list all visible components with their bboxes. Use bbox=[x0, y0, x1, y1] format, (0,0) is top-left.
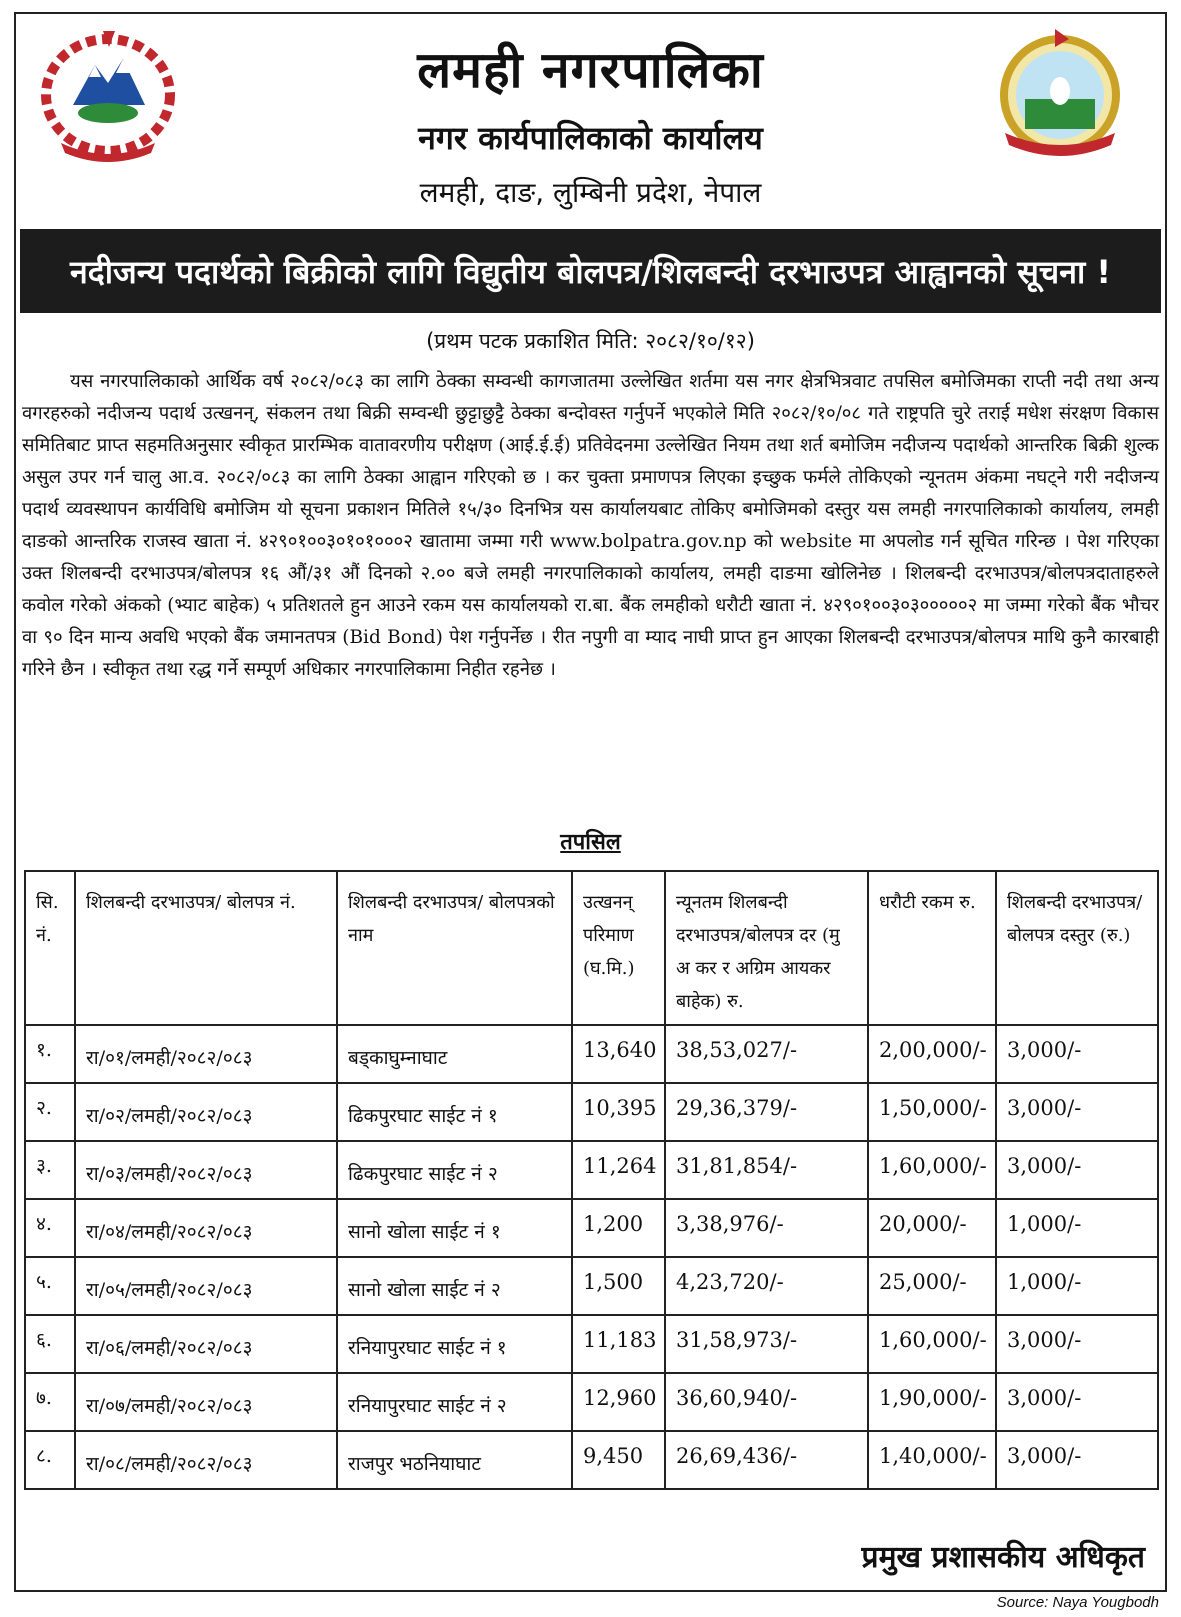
cell-deposit: 1,60,000/- bbox=[868, 1141, 996, 1199]
cell-minimum-rate: 38,53,027/- bbox=[665, 1025, 868, 1083]
header-deposit: धरौटी रकम रु. bbox=[868, 871, 996, 1025]
cell-bid-number: रा/०१/लमही/२०८२/०८३ bbox=[75, 1025, 337, 1083]
cell-serial: २. bbox=[25, 1083, 75, 1141]
header-minimum-rate: न्यूनतम शिलबन्दी दरभाउपत्र/बोलपत्र दर (मु अ कर र अग्रिम आयकर बाहेक) रु. bbox=[665, 871, 868, 1025]
cell-fee: 3,000/- bbox=[996, 1141, 1158, 1199]
cell-bid-name: रनियापुरघाट साईट नं १ bbox=[337, 1315, 572, 1373]
cell-minimum-rate: 31,58,973/- bbox=[665, 1315, 868, 1373]
cell-serial: ४. bbox=[25, 1199, 75, 1257]
cell-fee: 3,000/- bbox=[996, 1315, 1158, 1373]
cell-deposit: 1,60,000/- bbox=[868, 1315, 996, 1373]
cell-fee: 1,000/- bbox=[996, 1257, 1158, 1315]
cell-serial: ७. bbox=[25, 1373, 75, 1431]
cell-quantity: 12,960 bbox=[572, 1373, 665, 1431]
table-row bbox=[25, 1373, 1158, 1431]
cell-serial: १. bbox=[25, 1025, 75, 1083]
cell-minimum-rate: 4,23,720/- bbox=[665, 1257, 868, 1315]
cell-serial: ८. bbox=[25, 1431, 75, 1489]
notice-banner: नदीजन्य पदार्थको बिक्रीको लागि विद्युतीय बोलपत्र/शिलबन्दी दरभाउपत्र आह्वानको सूचना ! bbox=[20, 229, 1161, 313]
header-serial: सि. नं. bbox=[25, 871, 75, 1025]
cell-serial: ३. bbox=[25, 1141, 75, 1199]
notice-body: यस नगरपालिकाको आर्थिक वर्ष २०८२/०८३ का लागि ठेक्का सम्वन्धी कागजातमा उल्लेखित शर्तमा यस नगर क्षेत्रभित्रवाट तपसिल बमोजिमका राप्ती नदी तथा अन्य वगरहरुको नदीजन्य पदार्थ उत्खनन्, संकलन तथा बिक्री सम्वन्धी छुट्टाछुट्टै ठेक्का बन्दोवस्त गर्नुपर्ने भएकोले मिति २०८२/१०/०८ गते राष्ट्रपति चुरे तराई मधेश संरक्षण विकास समितिबाट प्राप्त सहमतिअनुसार स्वीकृत प्रारम्भिक वातावरणीय परीक्षण (आई.ई.ई) प्रतिवेदनमा उल्लेखित नियम तथा शर्त बमोजिम नदीजन्य पदार्थको आन्तरिक बिक्री शुल्क असुल उपर गर्न चालु आ.व. २०८२/०८३ का लागि ठेक्का आह्वान गरिएको छ । कर चुक्ता प्रमाणपत्र लिएका इच्छुक फर्मले तोकिएको न्यूनतम अंकमा नघट्ने गरी नदीजन्य पदार्थ व्यवस्थापन कार्यविधि बमोजिम यो सूचना प्रकाशन मितिले १५/३० दिनभित्र यस कार्यालयबाट तोकिए बमोजिमको दस्तुर यस लमही नगरपालिकाको कार्यालय, लमही दाङको आन्तरिक राजस्व खाता नं. ४२९०१००३०१०१०००२ खातामा जम्मा गरी www.bolpatra.gov.np को website मा अपलोड गर्न सूचित गरिन्छ । पेश गरिएका उक्त शिलबन्दी दरभाउपत्र/बोलपत्र १६ औं/३१ औं दिनको २.०० बजे लमही नगरपालिकाको कार्यालय, लमही दाङमा खोलिनेछ । शिलबन्दी दरभाउपत्र/बोलपत्रदाताहरुले कवोल गरेको अंकको (भ्याट बाहेक) ५ प्रतिशतले हुन आउने रकम यस कार्यालयको रा.बा. बैंक लमहीको धरौटी खाता नं. ४२९०१००३०३०००००२ मा जम्मा गरेको बैंक भौचर वा ९० दिन मान्य अवधि भएको बैंक जमानतपत्र (Bid Bond) पेश गर्नुपर्नेछ । रीत नपुगी वा म्याद नाघी प्राप्त हुन आएका शिलबन्दी दरभाउपत्र/बोलपत्र माथि कुनै कारबाही गरिने छैन । स्वीकृत तथा रद्ध गर्ने सम्पूर्ण अधिकार नगरपालिकामा निहीत रहनेछ । bbox=[22, 371, 1160, 680]
cell-quantity: 1,200 bbox=[572, 1199, 665, 1257]
cell-bid-name: बड्काघुम्नाघाट bbox=[337, 1025, 572, 1083]
header-quantity: उत्खनन् परिमाण (घ.मि.) bbox=[572, 871, 665, 1025]
cell-quantity: 9,450 bbox=[572, 1431, 665, 1489]
table-row bbox=[25, 1257, 1158, 1315]
cell-quantity: 10,395 bbox=[572, 1083, 665, 1141]
publication-date: (प्रथम पटक प्रकाशित मिति: २०८२/१०/१२) bbox=[426, 329, 755, 353]
cell-deposit: 1,40,000/- bbox=[868, 1431, 996, 1489]
cell-deposit: 2,00,000/- bbox=[868, 1025, 996, 1083]
table-row bbox=[25, 1141, 1158, 1199]
cell-bid-number: रा/०५/लमही/२०८२/०८३ bbox=[75, 1257, 337, 1315]
cell-bid-name: सानो खोला साईट नं २ bbox=[337, 1257, 572, 1315]
municipality-title: लमही नगरपालिका bbox=[417, 41, 764, 99]
cell-quantity: 13,640 bbox=[572, 1025, 665, 1083]
header-bid-number: शिलबन्दी दरभाउपत्र/ बोलपत्र नं. bbox=[75, 871, 337, 1025]
cell-minimum-rate: 3,38,976/- bbox=[665, 1199, 868, 1257]
cell-bid-number: रा/०३/लमही/२०८२/०८३ bbox=[75, 1141, 337, 1199]
cell-deposit: 25,000/- bbox=[868, 1257, 996, 1315]
cell-bid-name: सानो खोला साईट नं १ bbox=[337, 1199, 572, 1257]
cell-fee: 3,000/- bbox=[996, 1431, 1158, 1489]
cell-deposit: 1,50,000/- bbox=[868, 1083, 996, 1141]
cell-quantity: 11,183 bbox=[572, 1315, 665, 1373]
table-header-row bbox=[25, 871, 1158, 1025]
cell-bid-name: ढिकपुरघाट साईट नं १ bbox=[337, 1083, 572, 1141]
cell-bid-number: रा/०२/लमही/२०८२/०८३ bbox=[75, 1083, 337, 1141]
cell-deposit: 20,000/- bbox=[868, 1199, 996, 1257]
office-title: नगर कार्यपालिकाको कार्यालय bbox=[418, 119, 763, 157]
table-row bbox=[25, 1083, 1158, 1141]
cell-fee: 3,000/- bbox=[996, 1373, 1158, 1431]
signature-title: प्रमुख प्रशासकीय अधिकृत bbox=[861, 1540, 1145, 1575]
source-credit: Source: Naya Yougbodh bbox=[996, 1594, 1159, 1611]
cell-serial: ६. bbox=[25, 1315, 75, 1373]
cell-fee: 3,000/- bbox=[996, 1083, 1158, 1141]
cell-quantity: 11,264 bbox=[572, 1141, 665, 1199]
cell-minimum-rate: 31,81,854/- bbox=[665, 1141, 868, 1199]
header-fee: शिलबन्दी दरभाउपत्र/ बोलपत्र दस्तुर (रु.) bbox=[996, 871, 1158, 1025]
cell-bid-name: रनियापुरघाट साईट नं २ bbox=[337, 1373, 572, 1431]
cell-minimum-rate: 29,36,379/- bbox=[665, 1083, 868, 1141]
cell-bid-number: रा/०६/लमही/२०८२/०८३ bbox=[75, 1315, 337, 1373]
cell-minimum-rate: 26,69,436/- bbox=[665, 1431, 868, 1489]
table-row bbox=[25, 1025, 1158, 1083]
table-row bbox=[25, 1199, 1158, 1257]
cell-bid-number: रा/०७/लमही/२०८२/०८३ bbox=[75, 1373, 337, 1431]
office-address: लमही, दाङ, लुम्बिनी प्रदेश, नेपाल bbox=[419, 176, 762, 209]
cell-bid-name: ढिकपुरघाट साईट नं २ bbox=[337, 1141, 572, 1199]
cell-quantity: 1,500 bbox=[572, 1257, 665, 1315]
cell-serial: ५. bbox=[25, 1257, 75, 1315]
cell-bid-number: रा/०४/लमही/२०८२/०८३ bbox=[75, 1199, 337, 1257]
bid-details-table bbox=[24, 870, 1159, 1490]
cell-bid-name: राजपुर भठनियाघाट bbox=[337, 1431, 572, 1489]
table-row bbox=[25, 1315, 1158, 1373]
cell-fee: 3,000/- bbox=[996, 1025, 1158, 1083]
table-row bbox=[25, 1431, 1158, 1489]
header-bid-name: शिलबन्दी दरभाउपत्र/ बोलपत्रको नाम bbox=[337, 871, 572, 1025]
cell-deposit: 1,90,000/- bbox=[868, 1373, 996, 1431]
cell-bid-number: रा/०८/लमही/२०८२/०८३ bbox=[75, 1431, 337, 1489]
cell-minimum-rate: 36,60,940/- bbox=[665, 1373, 868, 1431]
cell-fee: 1,000/- bbox=[996, 1199, 1158, 1257]
table-caption: तपसिल bbox=[560, 830, 621, 855]
